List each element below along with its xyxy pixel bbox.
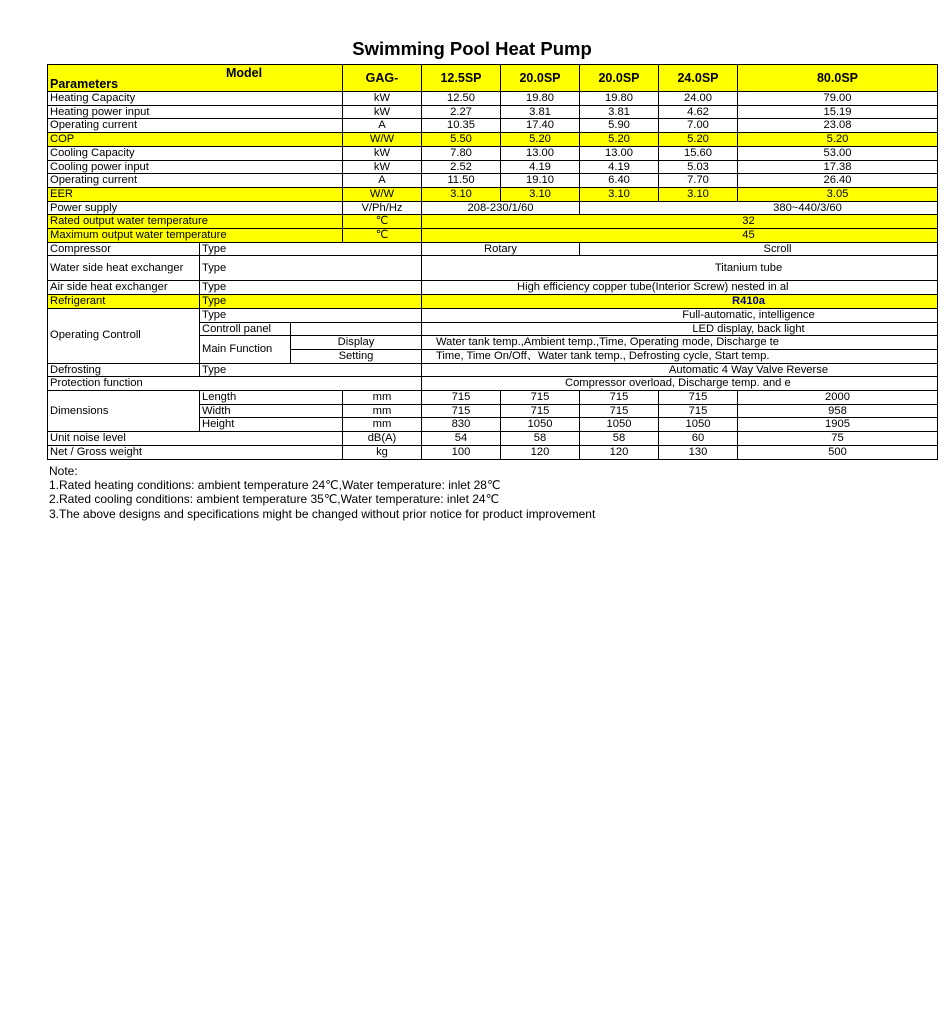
row-unit: A [343, 174, 422, 188]
row-sub: Display [291, 336, 422, 350]
series-label: GAG- [343, 65, 422, 92]
value-cell: 5.03 [659, 160, 738, 174]
value-cell: 715 [580, 404, 659, 418]
value-cell: 32 [422, 215, 938, 229]
value-cell: 4.19 [501, 160, 580, 174]
value-cell: 130 [659, 445, 738, 459]
row-label: Power supply [48, 201, 343, 215]
value-cell: 4.19 [580, 160, 659, 174]
row-refrigerant [48, 295, 938, 309]
value-cell: 19.80 [580, 92, 659, 106]
row-unit: ℃ [343, 229, 422, 243]
row-sub: Main Function [200, 336, 291, 363]
row-control-type [48, 308, 938, 322]
parameters-label: Parameters [50, 77, 119, 91]
row-max-temp [48, 229, 938, 243]
value-cell: Compressor overload, Discharge temp. and e [422, 377, 938, 391]
spec-table [47, 64, 938, 460]
value-cell: 3.81 [501, 105, 580, 119]
row-defrosting [48, 363, 938, 377]
model-label: Model [226, 66, 263, 80]
value-cell: Rotary [422, 242, 580, 256]
row-sub: Width [200, 404, 343, 418]
header-row [48, 65, 938, 92]
value-cell: 19.10 [501, 174, 580, 188]
value-cell: 17.38 [738, 160, 938, 174]
row-air-hx [48, 281, 938, 295]
value-cell: 11.50 [422, 174, 501, 188]
value-cell: 830 [422, 418, 501, 432]
row-cooling-power [48, 160, 938, 174]
row-label: Refrigerant [48, 295, 200, 309]
row-unit: A [343, 119, 422, 133]
value-cell: 19.80 [501, 92, 580, 106]
note-item: 1.Rated heating conditions: ambient temperature 24℃,Water temperature: inlet 28℃ [49, 478, 501, 493]
value-cell: 54 [422, 432, 501, 446]
value-cell: 120 [580, 445, 659, 459]
value-cell: LED display, back light [422, 322, 938, 336]
row-heating-current [48, 119, 938, 133]
value-cell: 7.00 [659, 119, 738, 133]
value-cell: Scroll [580, 242, 938, 256]
row-label: Protection function [48, 377, 422, 391]
notes-heading: Note: [49, 464, 78, 478]
value-cell: 5.50 [422, 133, 501, 147]
row-label: Cooling power input [48, 160, 343, 174]
row-unit: dB(A) [343, 432, 422, 446]
value-cell: 715 [659, 391, 738, 405]
value-cell: 26.40 [738, 174, 938, 188]
row-label: EER [48, 187, 343, 201]
value-cell: 715 [422, 391, 501, 405]
note-item: 3.The above designs and specifications might be changed without prior notice for product improvement [49, 506, 596, 521]
value-cell: 100 [422, 445, 501, 459]
value-cell: High efficiency copper tube(Interior Screw) nested in al [422, 281, 938, 295]
value-cell: 958 [738, 404, 938, 418]
value-cell: 13.00 [580, 146, 659, 160]
row-sub: Length [200, 391, 343, 405]
value-cell: 1050 [501, 418, 580, 432]
row-sub: Type [200, 242, 422, 256]
row-unit: kW [343, 146, 422, 160]
value-cell: 715 [501, 391, 580, 405]
value-cell: 7.70 [659, 174, 738, 188]
value-cell: 3.10 [422, 187, 501, 201]
row-label: Cooling Capacity [48, 146, 343, 160]
row-sub: Setting [291, 349, 422, 363]
value-cell: 3.10 [659, 187, 738, 201]
value-cell: 4.62 [659, 105, 738, 119]
value-cell: Titanium tube [422, 256, 938, 281]
row-unit: W/W [343, 133, 422, 147]
row-unit: ℃ [343, 215, 422, 229]
value-cell: 208-230/1/60 [422, 201, 580, 215]
value-cell: 5.90 [580, 119, 659, 133]
value-cell: 2000 [738, 391, 938, 405]
value-cell: 15.60 [659, 146, 738, 160]
row-power-supply [48, 201, 938, 215]
value-cell: 75 [738, 432, 938, 446]
row-sub: Type [200, 281, 422, 295]
spec-sheet [47, 64, 858, 460]
value-cell: 12.50 [422, 92, 501, 106]
row-label: Water side heat exchanger [48, 256, 200, 281]
row-sub-empty [291, 322, 422, 336]
value-cell: R410a [422, 295, 938, 309]
row-sub: Type [200, 363, 422, 377]
value-cell: 58 [501, 432, 580, 446]
model-name: 80.0SP [738, 65, 938, 92]
value-cell: 1050 [659, 418, 738, 432]
value-cell: 45 [422, 229, 938, 243]
value-cell: 79.00 [738, 92, 938, 106]
row-label: Heating Capacity [48, 92, 343, 106]
row-label: Operating current [48, 174, 343, 188]
row-protection [48, 377, 938, 391]
value-cell: 715 [580, 391, 659, 405]
row-sub: Height [200, 418, 343, 432]
row-sub: Type [200, 256, 422, 281]
value-cell: 2.27 [422, 105, 501, 119]
value-cell: 53.00 [738, 146, 938, 160]
row-label: Heating power input [48, 105, 343, 119]
row-cooling-capacity [48, 146, 938, 160]
row-compressor [48, 242, 938, 256]
model-name: 24.0SP [659, 65, 738, 92]
row-heating-capacity [48, 92, 938, 106]
row-label: Maximum output water temperature [48, 229, 343, 243]
row-label: Unit noise level [48, 432, 343, 446]
value-cell: 3.10 [580, 187, 659, 201]
row-unit: mm [343, 418, 422, 432]
row-label: Compressor [48, 242, 200, 256]
row-noise [48, 432, 938, 446]
row-heating-power [48, 105, 938, 119]
value-cell: 5.20 [580, 133, 659, 147]
row-eer [48, 187, 938, 201]
row-label: Operating current [48, 119, 343, 133]
row-sub: Controll panel [200, 322, 291, 336]
row-rated-temp [48, 215, 938, 229]
value-cell: 6.40 [580, 174, 659, 188]
value-cell: 715 [659, 404, 738, 418]
value-cell: 13.00 [501, 146, 580, 160]
value-cell: 5.20 [738, 133, 938, 147]
row-unit: mm [343, 404, 422, 418]
value-cell: Full-automatic, intelligence [422, 308, 938, 322]
value-cell: Time, Time On/Off、Water tank temp., Defrosting cycle, Start temp. [422, 349, 938, 363]
row-cooling-current [48, 174, 938, 188]
value-cell: 7.80 [422, 146, 501, 160]
value-cell: 715 [501, 404, 580, 418]
row-cop [48, 133, 938, 147]
row-unit: kW [343, 92, 422, 106]
row-label: Operating Controll [48, 308, 200, 363]
value-cell: Water tank temp.,Ambient temp.,Time, Operating mode, Discharge te [422, 336, 938, 350]
row-label: Defrosting [48, 363, 200, 377]
note-item: 2.Rated cooling conditions: ambient temperature 35℃,Water temperature: inlet 24℃ [49, 492, 500, 507]
value-cell: 2.52 [422, 160, 501, 174]
value-cell: 3.05 [738, 187, 938, 201]
model-name: 20.0SP [580, 65, 659, 92]
value-cell: 3.10 [501, 187, 580, 201]
value-cell: 1050 [580, 418, 659, 432]
value-cell: 60 [659, 432, 738, 446]
row-water-hx [48, 256, 938, 281]
row-label: COP [48, 133, 343, 147]
value-cell: 15.19 [738, 105, 938, 119]
row-unit: kg [343, 445, 422, 459]
header-parameters-cell [48, 65, 343, 92]
page-title: Swimming Pool Heat Pump [352, 38, 592, 59]
value-cell: 24.00 [659, 92, 738, 106]
row-label: Rated output water temperature [48, 215, 343, 229]
value-cell: 120 [501, 445, 580, 459]
value-cell: 58 [580, 432, 659, 446]
value-cell: 1905 [738, 418, 938, 432]
value-cell: 5.20 [659, 133, 738, 147]
value-cell: 5.20 [501, 133, 580, 147]
value-cell: Automatic 4 Way Valve Reverse [422, 363, 938, 377]
row-unit: W/W [343, 187, 422, 201]
row-label: Air side heat exchanger [48, 281, 200, 295]
row-length [48, 391, 938, 405]
row-unit: V/Ph/Hz [343, 201, 422, 215]
value-cell: 715 [422, 404, 501, 418]
value-cell: 23.08 [738, 119, 938, 133]
row-sub: Type [200, 308, 422, 322]
row-sub: Type [200, 295, 422, 309]
row-label: Net / Gross weight [48, 445, 343, 459]
row-unit: kW [343, 105, 422, 119]
row-label: Dimensions [48, 391, 200, 432]
value-cell: 500 [738, 445, 938, 459]
model-name: 12.5SP [422, 65, 501, 92]
row-unit: mm [343, 391, 422, 405]
value-cell: 10.35 [422, 119, 501, 133]
row-weight [48, 445, 938, 459]
row-unit: kW [343, 160, 422, 174]
notes-section [49, 464, 595, 521]
value-cell: 3.81 [580, 105, 659, 119]
model-name: 20.0SP [501, 65, 580, 92]
value-cell: 17.40 [501, 119, 580, 133]
value-cell: 380~440/3/60 [580, 201, 938, 215]
